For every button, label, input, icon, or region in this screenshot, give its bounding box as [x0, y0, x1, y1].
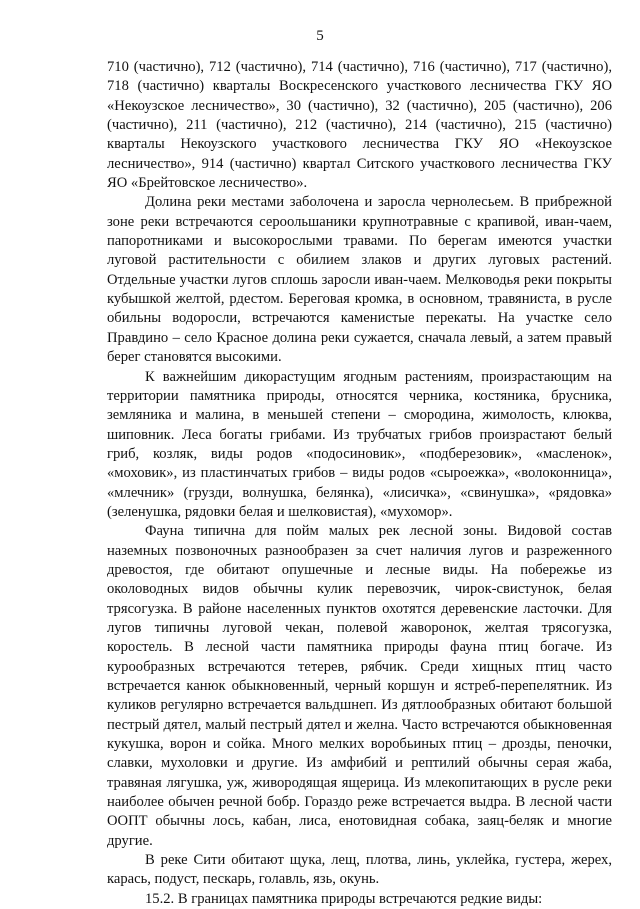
- document-body: [107, 58, 612, 909]
- paragraph-river-valley: Долина реки местами заболочена и заросла чернолесьем. В прибрежной зоне реки встречаются сероольшаники крупнотравные с крапивой, иван-чаем, папоротниками и высокорослыми травами. По берегам имеются участки луговой растительности с обилием злаков и других луговых растений. Отдельные участки лугов сплошь заросли иван-чаем. Мелководья реки покрыты кубышкой желтой, рдестом. Береговая кромка, в основном, травяниста, в русле обильны водоросли, встречаются каменистые перекаты. На участке село Правдино – село Красное долина реки сужается, сначала левый, а затем правый берег становятся высокими.: [107, 194, 612, 366]
- paragraph-rare-species: 15.2. В границах памятника природы встречаются редкие виды:: [145, 890, 543, 907]
- paragraph-fauna: Фауна типична для пойм малых рек лесной зоны. Видовой состав наземных позвоночных разнообразен за счет наличия лугов и разреженного древостоя, где обитают опушечные и лесные виды. На побережье из околоводных видов обычны кулик перевозчик, чирок-свистунок, белая трясогузка. В районе населенных пунктов охотятся деревенские ласточки. Для лугов типичны луговой чекан, полевой жаворонок, желтая трясогузка, коростель. В лесной части памятника природы фауна птиц богаче. Из курообразных встречаются тетерев, рябчик. Среди хищных птиц часто встречается канюк обыкновенный, черный коршун и ястреб-перепелятник. Из куликов регулярно встречается вальдшнеп. Из дятлообразных обитают большой пестрый дятел, малый пестрый дятел и желна. Часто встречаются обыкновенная кукушка, ворон и сойка. Много мелких воробьиных птиц – дрозды, пеночки, славки, мухоловки и другие. Из амфибий и рептилий обычны серая жаба, травяная лягушка, уж, живородящая ящерица. Из млекопитающих в русле реки наиболее обычен речной бобр. Гораздо реже встречается выдра. В лесной части ООПТ обычны лось, кабан, лиса, енотовидная собака, заяц-беляк и многие другие.: [107, 523, 612, 849]
- paragraph-berries-mushrooms: К важнейшим дикорастущим ягодным растениям, произрастающим на территории памятника природы, относятся черника, костяника, брусника, земляника и малина, в меньшей степени – смородина, жимолость, клюква, шиповник. Леса богаты грибами. Из трубчатых грибов произрастают белый гриб, козляк, виды родов «подосиновик», «подберезовик», «масленок», «моховик», из пластинчатых грибов – виды родов «сыроежка», «волоконница», «млечник» (грузди, волнушка, белянка), «лисичка», «свинушка», «рядовка» (зеленушка, рядовки белая и шелковистая), «мухомор».: [107, 368, 612, 520]
- paragraph-fish: В реке Сити обитают щука, лещ, плотва, линь, уклейка, густера, жерех, карась, подуст, пескарь, голавль, язь, окунь.: [107, 852, 612, 888]
- page-number: 5: [316, 28, 324, 44]
- paragraph-forest-quarters: 710 (частично), 712 (частично), 714 (частично), 716 (частично), 717 (частично), 718 (частично) кварталы Воскресенского участкового лесничества ГКУ ЯО «Некоузское лесничество», 30 (частично), 32 (частично), 205 (частично), 206 (частично), 211 (частично), 212 (частично), 214 (частично), 215 (частично) кварталы Некоузского участкового лесничества ГКУ ЯО «Некоузское лесничество», 914 (частично) квартал Ситского участкового лесничества ГКУ ЯО «Брейтовское лесничество».: [107, 59, 612, 192]
